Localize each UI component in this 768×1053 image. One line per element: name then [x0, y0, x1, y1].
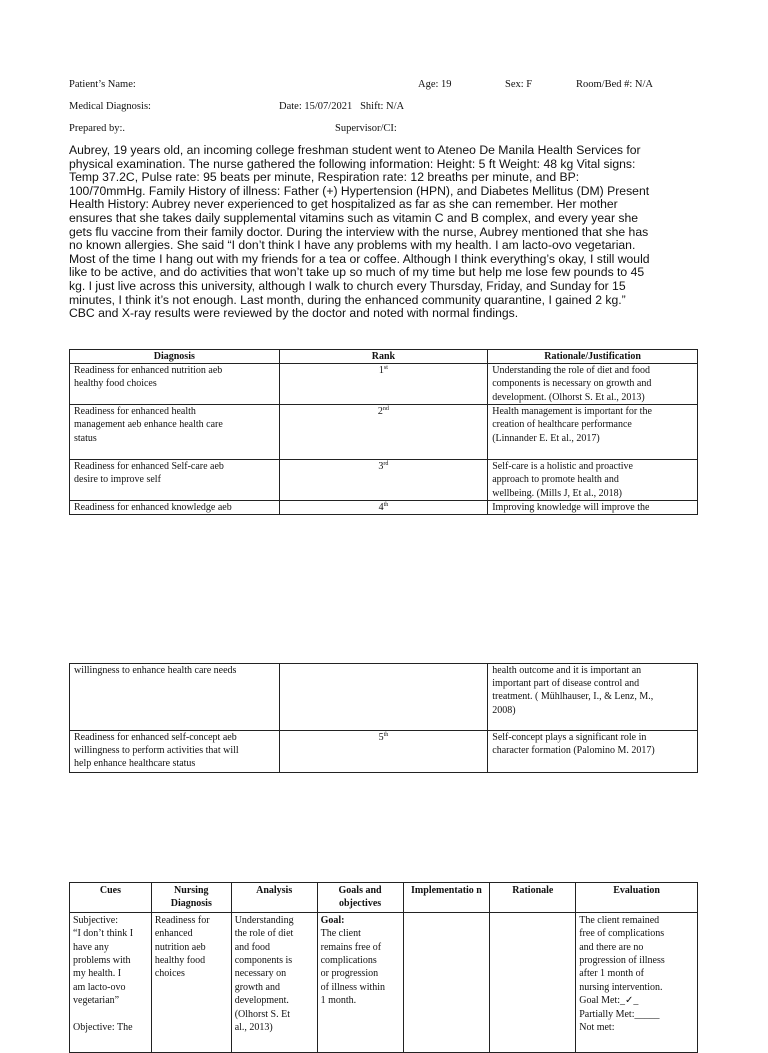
narrative-line: gets flu vaccine from their family doctor. During the interview with the nurse, Aubrey mentioned that she has [69, 224, 649, 239]
diagnosis-cell [70, 664, 280, 731]
cell-line: or progression [320, 968, 379, 980]
cell-line: growth and [234, 981, 280, 993]
cell-line: health outcome and it is important an [492, 665, 642, 676]
cell-line: am lacto-ovo [73, 981, 126, 993]
diagnosis-cell [70, 731, 280, 773]
rank-suffix: st [383, 365, 388, 372]
column-header-cues: Cues [70, 883, 152, 913]
patient-name-label: Patient’s Name: [69, 79, 136, 90]
column-header-implementation: Implementatio n [403, 883, 490, 913]
cell-line: development. [234, 995, 289, 1007]
diagnosis-cell [70, 364, 280, 405]
cell-line: The client remained [579, 914, 660, 926]
cell-line: progression of illness [579, 955, 665, 967]
rationale-cell [488, 664, 698, 731]
narrative-line: Most of the time I hang out with my friends for a tea or coffee. Although I think everything’s okay, I still would [69, 251, 650, 266]
nursing-diagnosis-cell [151, 912, 231, 1052]
cell-line: al., 2013) [234, 1022, 273, 1034]
cell-line: willingness to perform activities that will [74, 745, 239, 757]
rank-suffix: th [383, 732, 389, 738]
cell-line: Readiness for enhanced health [74, 406, 196, 418]
rank-number: 3 [378, 461, 384, 473]
room-bed-field: Room/Bed #: N/A [576, 79, 654, 90]
cell-line: Readiness for enhanced self-concept aeb [74, 732, 237, 743]
table-header-row [70, 883, 698, 913]
cell-line: Subjective: [73, 914, 118, 926]
rationale-cell [490, 912, 576, 1052]
rationale-cell [488, 405, 698, 460]
cell-line: and food [234, 941, 270, 953]
sex-field: Sex: F [505, 79, 533, 90]
cell-line: choices [154, 968, 185, 980]
cell-line: after 1 month of [579, 968, 644, 980]
care-plan-table [69, 882, 698, 1053]
column-header-diagnosis: Diagnosis [70, 350, 280, 364]
cell-line: healthy food choices [74, 378, 157, 390]
rank-suffix: rd [383, 461, 389, 468]
cell-line: necessary on [234, 968, 287, 980]
cell-line: approach to promote health and [492, 474, 619, 486]
cell-line: problems with [73, 955, 131, 967]
cell-line: Readiness for [154, 914, 210, 926]
table-row [70, 364, 698, 405]
cell-line: Objective: The [73, 1022, 133, 1034]
rank-number: 1 [378, 365, 384, 377]
rationale-cell [488, 501, 698, 515]
cell-line: components is necessary on growth and [492, 378, 652, 390]
cell-line: components is [234, 955, 293, 967]
cell-line: desire to improve self [74, 474, 161, 486]
column-header-rationale: Rationale [490, 883, 576, 913]
analysis-cell [231, 912, 317, 1052]
narrative-line: no known allergies. She said “I don’t think I have any problems with my health. I am lacto-ovo vegetarian. [69, 238, 636, 253]
cell-line: nursing intervention. [579, 981, 663, 993]
rank-cell [279, 405, 488, 460]
cell-line: enhanced [154, 928, 193, 940]
cell-line: Self-care is a holistic and proactive [492, 461, 633, 473]
cell-line: wellbeing. (Mills J, Et al., 2018) [492, 487, 622, 499]
cell-line: willingness to enhance health care needs [74, 665, 237, 676]
cell-line: help enhance healthcare status [74, 758, 196, 770]
cell-line: status [74, 432, 97, 444]
rank-cell [279, 364, 488, 405]
table-row [70, 405, 698, 460]
cell-line: important part of disease control and [492, 678, 640, 690]
table-row [70, 731, 698, 773]
rationale-cell [488, 460, 698, 501]
diagnosis-cell [70, 460, 280, 501]
prepared-by-label: Prepared by:. [69, 123, 125, 134]
narrative-line: CBC and X-ray results were reviewed by the doctor and noted with normal findings. [69, 306, 519, 321]
rank-number: 2 [377, 406, 383, 418]
narrative-line: like to be active, and do activities that won’t take up so much of my time but help me lose few pounds to 45 [69, 265, 645, 280]
cell-line: treatment. ( Mühlhauser, I., & Lenz, M., [492, 691, 654, 703]
rank-cell [279, 664, 488, 731]
column-header-goals: Goals and objectives [317, 883, 403, 913]
cell-line: of illness within [320, 981, 386, 993]
cell-line: the role of diet [234, 928, 294, 940]
cell-line: and there are no [579, 941, 644, 953]
cell-line: Readiness for enhanced Self-care aeb [74, 461, 224, 473]
cell-line: development. (Olhorst S. Et al., 2013) [492, 391, 645, 403]
case-narrative [69, 144, 701, 321]
narrative-line: ensures that she takes daily supplemental vitamins such as vitamin C and B complex, and every year she [69, 210, 639, 225]
cell-line: management aeb enhance health care [74, 419, 223, 431]
column-header-rationale: Rationale/Justification [488, 350, 698, 364]
cell-line: free of complications [579, 928, 665, 940]
date-shift-field: Date: 15/07/2021 Shift: N/A [279, 101, 405, 112]
cell-line: healthy food [154, 955, 206, 967]
narrative-line: Aubrey, 19 years old, an incoming college freshman student went to Ateneo De Manila Health Services for [69, 143, 641, 157]
supervisor-label: Supervisor/CI: [335, 123, 397, 134]
column-header-rank: Rank [279, 350, 488, 364]
cell-line: Understanding [234, 914, 294, 926]
narrative-line: minutes, I think it’s not enough. Last month, during the enhanced community quarantine, I gained 2 kg.” [69, 292, 626, 307]
narrative-line: kg. I just live across this university, although I walk to church every Thursday, Friday, and Sunday for 15 [69, 278, 626, 293]
table-row [70, 664, 698, 731]
cell-line: Readiness for enhanced nutrition aeb [74, 365, 223, 377]
table-row [70, 912, 698, 1052]
goals-cell [317, 912, 403, 1052]
cell-line: 2008) [492, 704, 516, 716]
priority-table-continued [69, 663, 698, 773]
cell-line: (Olhorst S. Et [234, 1008, 290, 1020]
column-header-analysis: Analysis [231, 883, 317, 913]
table-row [70, 460, 698, 501]
narrative-line: Health History: Aubrey never experienced to get hospitalized as far as she can remember. Her mother [69, 197, 618, 212]
cell-line: remains free of [320, 941, 382, 953]
narrative-line: Temp 37.2C, Pulse rate: 95 beats per minute, Respiration rate: 12 breaths per minute, and BP: [69, 170, 580, 185]
rank-number: 5 [378, 732, 384, 743]
cues-cell [70, 912, 152, 1052]
narrative-line: physical examination. The nurse gathered the following information: Height: 5 ft Weight: 48 kg Vital signs: [69, 156, 636, 171]
medical-diagnosis-label: Medical Diagnosis: [69, 101, 151, 112]
goal-label: Goal: [320, 914, 345, 926]
goal-met: Goal Met:_✓_ [579, 995, 639, 1007]
rationale-cell [488, 364, 698, 405]
rank-number: 4 [378, 502, 384, 514]
cell-line: “I don’t think I [73, 928, 134, 940]
cell-line: Improving knowledge will improve the [492, 502, 650, 514]
cell-line: character formation (Palomino M. 2017) [492, 745, 655, 757]
diagnosis-cell [70, 405, 280, 460]
rationale-cell [488, 731, 698, 773]
not-met: Not met: [579, 1022, 615, 1034]
cell-line: complications [320, 955, 377, 967]
cell-line [73, 1008, 148, 1021]
evaluation-cell [576, 912, 698, 1052]
priority-table [69, 349, 698, 515]
implementation-cell [403, 912, 490, 1052]
rank-suffix: nd [382, 406, 389, 413]
care-plan-clip [69, 882, 701, 1034]
cell-line: Self-concept plays a significant role in [492, 732, 647, 743]
column-header-evaluation: Evaluation [576, 883, 698, 913]
cell-line: Readiness for enhanced knowledge aeb [74, 502, 232, 514]
cell-line: Health management is important for the [492, 406, 652, 418]
rank-suffix: th [383, 502, 389, 509]
age-field: Age: 19 [418, 79, 452, 90]
rank-cell [279, 731, 488, 773]
rank-cell [279, 501, 488, 515]
cell-line: 1 month. [320, 995, 357, 1007]
narrative-line: 100/70mmHg. Family History of illness: Father (+) Hypertension (HPN), and Diabetes Mellitus (DM) Present [69, 183, 650, 198]
table-row [70, 501, 698, 515]
column-header-nursing-diagnosis: Nursing Diagnosis [151, 883, 231, 913]
diagnosis-cell [70, 501, 280, 515]
cell-line: The client [320, 928, 361, 940]
cell-line: nutrition aeb [154, 941, 206, 953]
partially-met: Partially Met:_____ [579, 1008, 660, 1020]
cell-line: vegetarian” [73, 995, 120, 1007]
cell-line: Understanding the role of diet and food [492, 365, 650, 377]
cell-line: creation of healthcare performance [492, 419, 632, 431]
rank-cell [279, 460, 488, 501]
cell-line: (Linnander E. Et al., 2017) [492, 432, 600, 444]
cell-line: have any [73, 941, 109, 953]
cell-line: my health. I [73, 968, 122, 980]
table-header-row [70, 350, 698, 364]
